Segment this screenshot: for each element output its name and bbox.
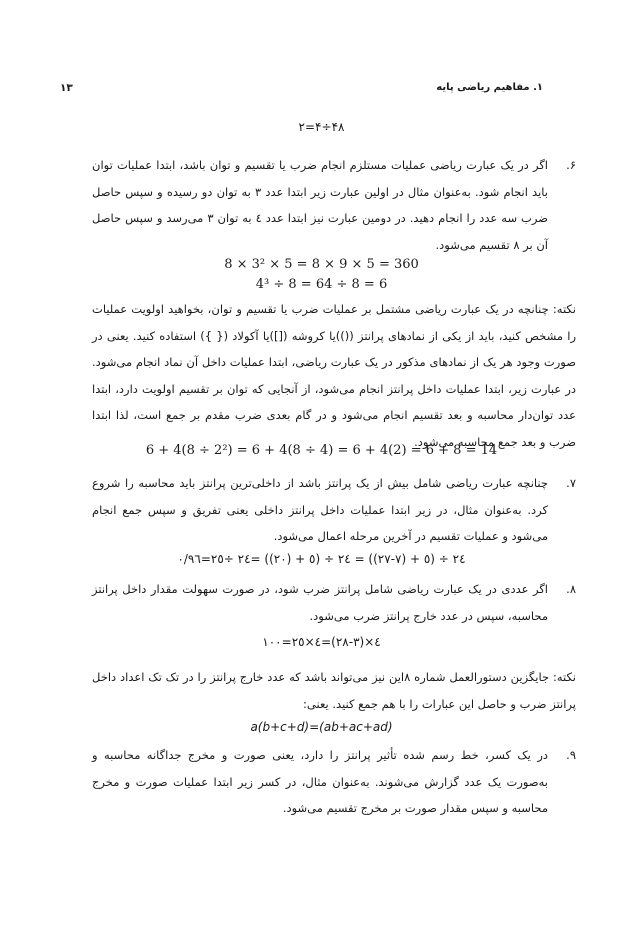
list-item-7: [92, 470, 576, 550]
equation-8: ٤×(۲۸-۳)=٤×۲٥=۱۰۰: [262, 635, 381, 649]
equation-6b: 4³ ÷ 8 = 64 ÷ 8 = 6: [255, 277, 388, 292]
item-number: ۶.: [566, 158, 576, 172]
equation-note-1: 6 + 4(8 ÷ 2²) = 6 + 4(8 ÷ 4) = 6 + 4(2) = 6 + 8 = 14: [145, 443, 498, 458]
item-text: در یک کسر، خط رسم شده تأثیر پرانتز را دارد، یعنی صورت و مخرج جداگانه محاسبه و به‌صورت یک عدد گزارش می‌شوند. به‌عنوان مثال، در کسر زیر ابتدا عملیات صورت و مخرج محاسبه و سپس مقدار صورت بر مخرج تقسیم می‌شود.: [92, 748, 548, 815]
equation-6a: 8 × 3² × 5 = 8 × 9 × 5 = 360: [224, 257, 419, 272]
note-paragraph-1: نکته: چنانچه در یک عبارت ریاضی مشتمل بر عملیات ضرب یا تقسیم و توان، بخواهید اولویت عملیات را مشخص کنید، باید از یکی از نمادهای پرانتز (())یا کروشه ([])یا آکولاد ({ }) استفاده کنید. یعنی در صورت وجود هر یک از نمادهای مذکور در یک عبارت ریاضی، ابتدا عملیات داخل آن نماد انجام می‌شود. در عبارت زیر، ابتدا عملیات داخل پرانتز انجام می‌شود، از آنجایی که توان بر تقسیم اولویت دارد، ابتدا عدد توان‌دار محاسبه و بعد تقسیم انجام می‌شود و در گام بعدی ضرب مقدم بر جمع است، لذا ابتدا ضرب و بعد جمع محاسبه می‌شود.: [92, 302, 576, 449]
equation-note-2: a(b+c+d)=(ab+ac+ad): [250, 720, 393, 734]
page-number: ۱۳: [60, 82, 73, 94]
item-text: اگر در یک عبارت ریاضی عملیات مستلزم انجام ضرب یا تقسیم و توان باشد، ابتدا عملیات توان باید انجام شود. به‌عنوان مثال در اولین عبارت زیر ابتدا عدد ۳ به توان دو رسیده و سپس حاصل ضرب سه عدد را انجام دهید. در دومین عبارت نیز ابتدا عدد ٤ به توان ۳ می‌رسد و سپس حاصل آن بر ۸ تقسیم می‌شود.: [92, 158, 548, 252]
item-text: چنانچه عبارت ریاضی شامل بیش از یک پرانتز باشد از داخلی‌ترین پرانتز باید محاسبه را شروع کرد. به‌عنوان مثال، در زیر ابتدا عملیات داخل پرانتز داخلی یعنی تفریق و سپس جمع انجام می‌شود و عملیات تقسیم در آخرین مرحله اعمال می‌شود.: [92, 476, 548, 543]
list-item-9: [92, 742, 576, 822]
item-number: ۹.: [566, 748, 576, 762]
item-number: ۷.: [566, 476, 576, 490]
list-item-6: [92, 152, 576, 258]
list-item-8: [92, 576, 576, 629]
equation-top: ۴۸÷۴=۲: [298, 120, 345, 134]
item-text: اگر عددی در یک عبارت ریاضی شامل پرانتز ضرب شود، در صورت سهولت مقدار داخل پرانتز محاسبه، سپس در عدد خارج پرانتز ضرب می‌شود.: [92, 582, 548, 623]
item-number: ۸.: [566, 582, 576, 596]
equation-7: ۲٤ ÷ (٥ + (۲۷-۷)) = ۲٤ ÷ (٥ + (۲۰)) =۲٤ ÷۲٥=۰/۹٦: [177, 552, 466, 566]
note-paragraph-2: نکته: جایگزین دستورالعمل شماره ۸این نیز می‌تواند باشد که عدد خارج پرانتز را در تک تک اعداد داخل پرانتز ضرب و حاصل این عبارات را با هم جمع کنید. یعنی:: [92, 670, 577, 711]
page-header: [60, 82, 543, 98]
chapter-title: ۱. مفاهیم ریاضی پایه: [436, 82, 543, 93]
